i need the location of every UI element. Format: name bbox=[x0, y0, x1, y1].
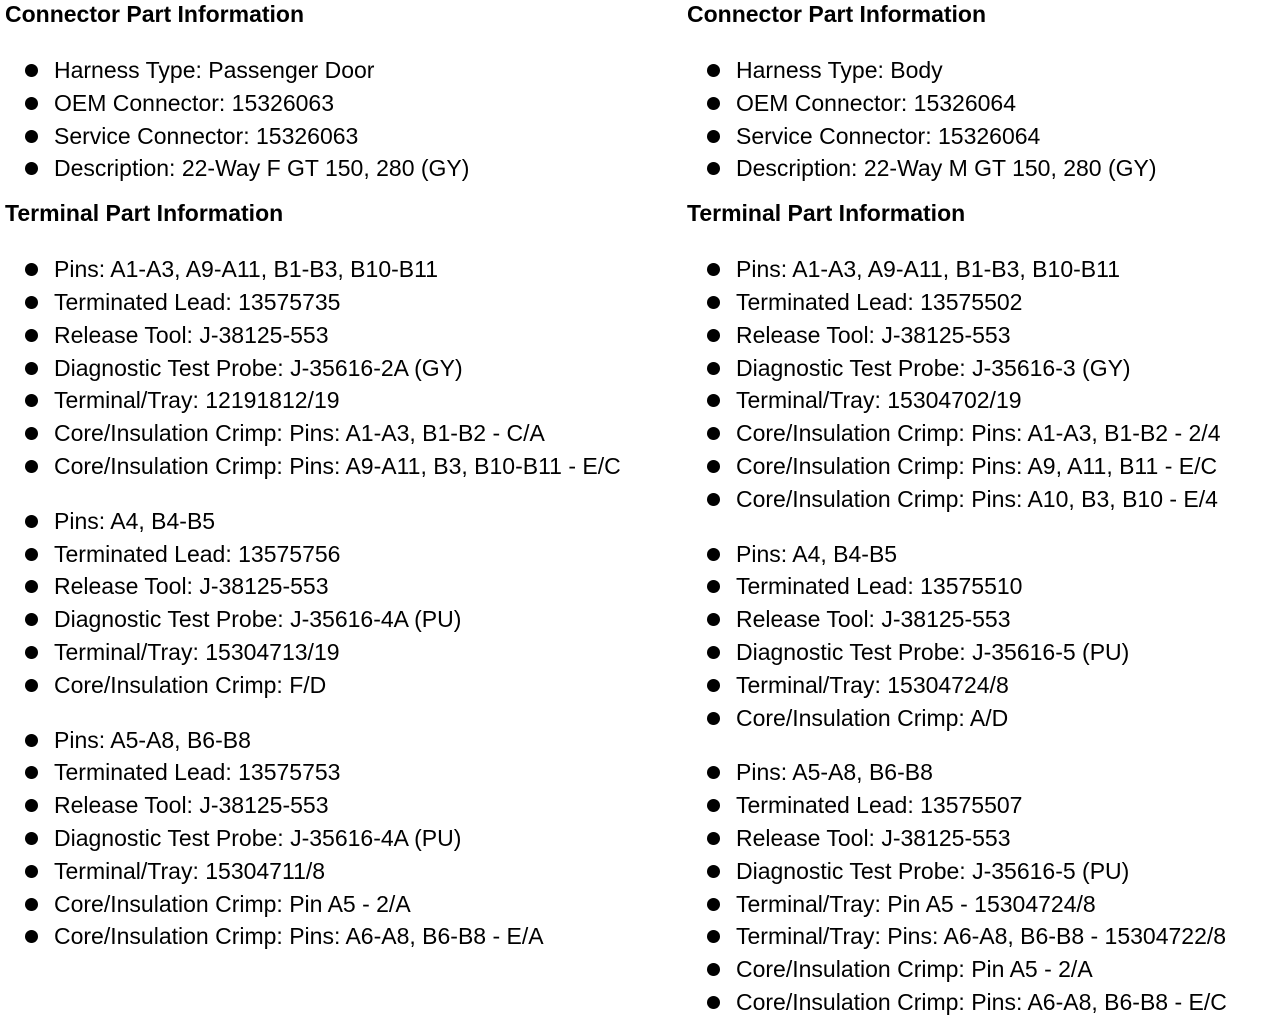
bullet-icon bbox=[707, 580, 720, 593]
bullet-icon bbox=[707, 963, 720, 976]
item-text: Core/Insulation Crimp: Pins: A9, A11, B11 - E/C bbox=[736, 452, 1218, 479]
bullet-icon bbox=[25, 679, 38, 692]
bullet-icon bbox=[707, 712, 720, 725]
item-text: OEM Connector: 15326064 bbox=[736, 89, 1017, 116]
list-item bbox=[687, 603, 1280, 636]
item-text: Release Tool: J-38125-553 bbox=[54, 321, 329, 348]
terminal-group-1 bbox=[5, 253, 680, 483]
connector-part-heading: Connector Part Information bbox=[5, 1, 305, 27]
bullet-icon bbox=[25, 162, 38, 175]
list-item bbox=[5, 384, 680, 417]
list-item bbox=[5, 417, 680, 450]
item-text: Pins: A5-A8, B6-B8 bbox=[54, 726, 251, 753]
item-text: Diagnostic Test Probe: J-35616-5 (PU) bbox=[736, 857, 1130, 884]
bullet-icon bbox=[707, 898, 720, 911]
list-item bbox=[687, 953, 1280, 986]
item-text: Core/Insulation Crimp: Pins: A10, B3, B10 - E/4 bbox=[736, 485, 1218, 512]
list-item bbox=[5, 756, 680, 789]
list-item bbox=[5, 636, 680, 669]
item-text: Release Tool: J-38125-553 bbox=[54, 573, 329, 600]
connector-info-list bbox=[5, 54, 680, 185]
terminal-group-3 bbox=[687, 756, 1280, 1018]
item-text: Pins: A4, B4-B5 bbox=[736, 540, 898, 567]
item-text: Pins: A4, B4-B5 bbox=[54, 507, 216, 534]
list-item bbox=[687, 822, 1280, 855]
item-text: Core/Insulation Crimp: Pins: A1-A3, B1-B2 - 2/4 bbox=[736, 420, 1221, 447]
bullet-icon bbox=[707, 427, 720, 440]
item-text: Harness Type: Passenger Door bbox=[54, 57, 375, 83]
terminal-group-3 bbox=[5, 724, 680, 954]
bullet-icon bbox=[707, 930, 720, 943]
list-item bbox=[5, 888, 680, 921]
item-text: Terminal/Tray: Pin A5 - 15304724/8 bbox=[736, 890, 1096, 917]
left-connector-column bbox=[5, 0, 680, 953]
item-text: Terminal/Tray: 12191812/19 bbox=[54, 387, 340, 414]
bullet-icon bbox=[25, 460, 38, 473]
item-text: Service Connector: 15326064 bbox=[736, 122, 1041, 149]
item-text: Description: 22-Way M GT 150, 280 (GY) bbox=[736, 155, 1157, 182]
item-text: Pins: A5-A8, B6-B8 bbox=[736, 759, 933, 786]
list-item bbox=[687, 54, 1280, 87]
bullet-icon bbox=[25, 130, 38, 143]
bullet-icon bbox=[707, 865, 720, 878]
bullet-icon bbox=[707, 646, 720, 659]
bullet-icon bbox=[25, 865, 38, 878]
terminal-group-1 bbox=[687, 253, 1280, 515]
list-item bbox=[5, 253, 680, 286]
bullet-icon bbox=[707, 130, 720, 143]
item-text: Diagnostic Test Probe: J-35616-4A (PU) bbox=[54, 824, 462, 851]
item-text: Terminated Lead: 13575510 bbox=[736, 573, 1023, 600]
item-text: Core/Insulation Crimp: Pins: A9-A11, B3, B10-B11 - E/C bbox=[54, 452, 621, 479]
list-item bbox=[687, 855, 1280, 888]
bullet-icon bbox=[25, 64, 38, 77]
bullet-icon bbox=[25, 832, 38, 845]
item-text: Pins: A1-A3, A9-A11, B1-B3, B10-B11 bbox=[736, 256, 1120, 283]
list-item bbox=[687, 888, 1280, 921]
right-connector-column bbox=[687, 0, 1280, 1019]
bullet-icon bbox=[707, 493, 720, 506]
bullet-icon bbox=[25, 548, 38, 561]
list-item bbox=[687, 570, 1280, 603]
bullet-icon bbox=[25, 766, 38, 779]
list-item bbox=[5, 352, 680, 385]
list-item bbox=[5, 920, 680, 953]
item-text: Core/Insulation Crimp: Pins: A1-A3, B1-B2 - C/A bbox=[54, 420, 545, 447]
bullet-icon bbox=[707, 799, 720, 812]
list-item bbox=[5, 87, 680, 120]
list-item bbox=[5, 54, 680, 87]
list-item bbox=[5, 822, 680, 855]
list-item bbox=[5, 724, 680, 757]
list-item bbox=[687, 253, 1280, 286]
list-item bbox=[687, 789, 1280, 822]
item-text: Terminated Lead: 13575756 bbox=[54, 540, 341, 567]
item-text: Terminated Lead: 13575753 bbox=[54, 759, 341, 786]
bullet-icon bbox=[25, 734, 38, 747]
item-text: Core/Insulation Crimp: F/D bbox=[54, 671, 327, 698]
list-item bbox=[5, 570, 680, 603]
item-text: Terminal/Tray: Pins: A6-A8, B6-B8 - 15304722/8 bbox=[736, 923, 1227, 950]
list-item bbox=[687, 756, 1280, 789]
item-text: Diagnostic Test Probe: J-35616-5 (PU) bbox=[736, 638, 1130, 665]
item-text: Core/Insulation Crimp: Pins: A6-A8, B6-B8 - E/A bbox=[54, 923, 544, 950]
bullet-icon bbox=[707, 548, 720, 561]
bullet-icon bbox=[707, 64, 720, 77]
item-text: Diagnostic Test Probe: J-35616-4A (PU) bbox=[54, 606, 462, 633]
list-item bbox=[687, 483, 1280, 516]
bullet-icon bbox=[25, 515, 38, 528]
connector-info-list bbox=[687, 54, 1280, 185]
bullet-icon bbox=[707, 97, 720, 110]
list-item bbox=[687, 319, 1280, 352]
bullet-icon bbox=[25, 296, 38, 309]
bullet-icon bbox=[25, 799, 38, 812]
list-item bbox=[687, 417, 1280, 450]
bullet-icon bbox=[707, 766, 720, 779]
item-text: Description: 22-Way F GT 150, 280 (GY) bbox=[54, 155, 470, 182]
terminal-part-heading: Terminal Part Information bbox=[687, 200, 966, 227]
item-text: Pins: A1-A3, A9-A11, B1-B3, B10-B11 bbox=[54, 256, 438, 283]
list-item bbox=[687, 384, 1280, 417]
bullet-icon bbox=[25, 898, 38, 911]
item-text: Harness Type: Body bbox=[736, 57, 943, 83]
list-item bbox=[5, 152, 680, 185]
list-item bbox=[687, 702, 1280, 735]
item-text: Diagnostic Test Probe: J-35616-3 (GY) bbox=[736, 354, 1131, 381]
list-item bbox=[5, 286, 680, 319]
list-item bbox=[687, 120, 1280, 153]
item-text: Release Tool: J-38125-553 bbox=[54, 792, 329, 819]
bullet-icon bbox=[25, 394, 38, 407]
bullet-icon bbox=[707, 263, 720, 276]
bullet-icon bbox=[707, 613, 720, 626]
bullet-icon bbox=[25, 613, 38, 626]
list-item bbox=[687, 669, 1280, 702]
bullet-icon bbox=[707, 296, 720, 309]
item-text: Terminal/Tray: 15304702/19 bbox=[736, 387, 1022, 414]
list-item bbox=[5, 319, 680, 352]
list-item bbox=[5, 789, 680, 822]
bullet-icon bbox=[25, 329, 38, 342]
item-text: Release Tool: J-38125-553 bbox=[736, 824, 1011, 851]
list-item bbox=[5, 450, 680, 483]
list-item bbox=[5, 855, 680, 888]
bullet-icon bbox=[707, 679, 720, 692]
list-item bbox=[5, 603, 680, 636]
connector-part-heading: Connector Part Information bbox=[687, 1, 987, 27]
item-text: Terminated Lead: 13575735 bbox=[54, 288, 341, 315]
bullet-icon bbox=[707, 162, 720, 175]
list-item bbox=[5, 538, 680, 571]
item-text: Core/Insulation Crimp: Pin A5 - 2/A bbox=[736, 956, 1093, 983]
terminal-part-heading: Terminal Part Information bbox=[5, 200, 284, 227]
bullet-icon bbox=[25, 97, 38, 110]
list-item bbox=[687, 986, 1280, 1019]
bullet-icon bbox=[707, 362, 720, 375]
item-text: OEM Connector: 15326063 bbox=[54, 89, 335, 116]
terminal-group-2 bbox=[687, 538, 1280, 735]
bullet-icon bbox=[707, 329, 720, 342]
list-item bbox=[687, 152, 1280, 185]
list-item bbox=[687, 87, 1280, 120]
item-text: Core/Insulation Crimp: A/D bbox=[736, 704, 1009, 731]
item-text: Terminal/Tray: 15304713/19 bbox=[54, 638, 340, 665]
list-item bbox=[5, 669, 680, 702]
bullet-icon bbox=[25, 263, 38, 276]
bullet-icon bbox=[707, 832, 720, 845]
list-item bbox=[687, 636, 1280, 669]
list-item bbox=[687, 920, 1280, 953]
list-item bbox=[5, 505, 680, 538]
list-item bbox=[687, 450, 1280, 483]
bullet-icon bbox=[25, 362, 38, 375]
list-item bbox=[687, 538, 1280, 571]
item-text: Release Tool: J-38125-553 bbox=[736, 606, 1011, 633]
list-item bbox=[687, 352, 1280, 385]
bullet-icon bbox=[25, 930, 38, 943]
item-text: Release Tool: J-38125-553 bbox=[736, 321, 1011, 348]
item-text: Service Connector: 15326063 bbox=[54, 122, 359, 149]
item-text: Terminal/Tray: 15304711/8 bbox=[54, 857, 326, 884]
bullet-icon bbox=[25, 427, 38, 440]
bullet-icon bbox=[25, 646, 38, 659]
bullet-icon bbox=[707, 996, 720, 1009]
item-text: Terminal/Tray: 15304724/8 bbox=[736, 671, 1009, 698]
item-text: Core/Insulation Crimp: Pins: A6-A8, B6-B8 - E/C bbox=[736, 988, 1227, 1015]
bullet-icon bbox=[707, 460, 720, 473]
list-item bbox=[687, 286, 1280, 319]
item-text: Core/Insulation Crimp: Pin A5 - 2/A bbox=[54, 890, 411, 917]
bullet-icon bbox=[707, 394, 720, 407]
list-item bbox=[5, 120, 680, 153]
item-text: Diagnostic Test Probe: J-35616-2A (GY) bbox=[54, 354, 463, 381]
item-text: Terminated Lead: 13575507 bbox=[736, 792, 1023, 819]
bullet-icon bbox=[25, 580, 38, 593]
terminal-group-2 bbox=[5, 505, 680, 702]
item-text: Terminated Lead: 13575502 bbox=[736, 288, 1023, 315]
